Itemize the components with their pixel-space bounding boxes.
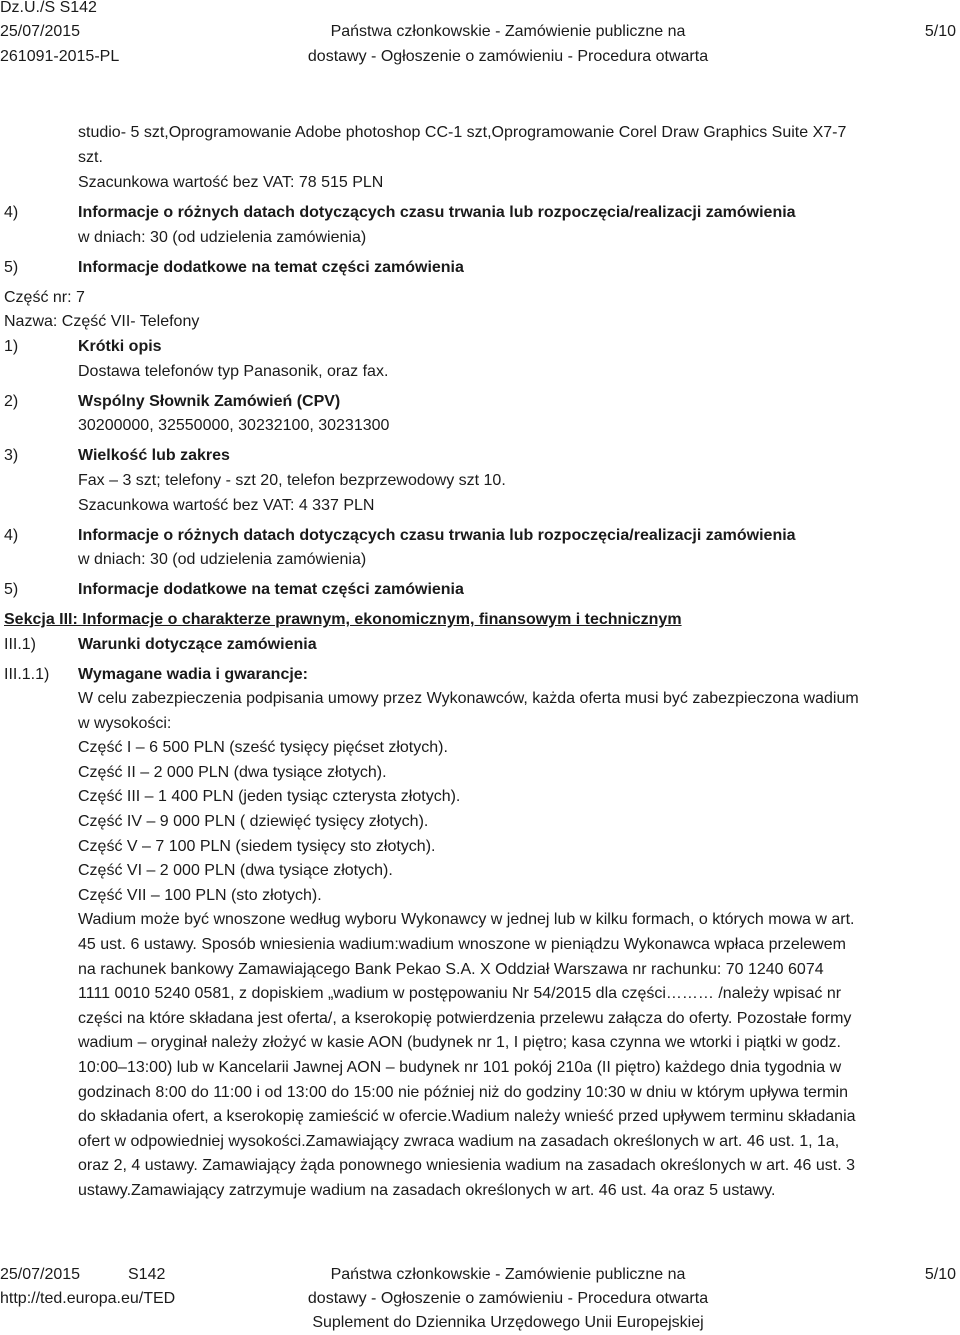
deposit-body-line: Wadium może być wnoszone według wyboru Wykonawcy w jednej lub w kilku formach, o których mowa w art. bbox=[78, 911, 855, 929]
deposit-body-line: na rachunek bankowy Zamawiającego Bank Pekao S.A. X Oddział Warszawa nr rachunku: 70 1240 6074 bbox=[78, 960, 824, 978]
deposit-body-line: oraz 2, 4 ustawy. Zamawiający żąda ponownego wniesienia wadium na zasadach określonych w art. 46 ust. 3 bbox=[78, 1157, 856, 1175]
footer-series: S142 bbox=[128, 1266, 166, 1283]
deposit-body-line: ustawy.Zamawiający zatrzymuje wadium na zasadach określonych w art. 46 ust. 4a oraz 5 ustawy. bbox=[78, 1181, 776, 1199]
continued-description-line1: studio- 5 szt,Oprogramowanie Adobe photoshop CC-1 szt,Oprogramowanie Corel Draw Graphics Suite X7-7 bbox=[78, 124, 847, 141]
deposit-body-line: części na które składana jest oferta/, a kserokopię potwierdzenia przelewu załącza do oferty. Pozostałe formy bbox=[78, 1009, 852, 1027]
section-number: III.1) bbox=[4, 636, 37, 653]
section-heading: Informacje o różnych datach dotyczących czasu trwania lub rozpoczęcia/realizacji zamówienia bbox=[78, 204, 796, 221]
section-number: 3) bbox=[4, 447, 19, 464]
estimated-value-prev: Szacunkowa wartość bez VAT: 78 515 PLN bbox=[78, 174, 384, 191]
deposit-intro-line2: w wysokości: bbox=[78, 714, 172, 732]
section-number: 5) bbox=[4, 581, 19, 598]
header-page-number: 5/10 bbox=[924, 23, 956, 40]
header-title-line1: Państwa członkowskie - Zamówienie publiczne na bbox=[330, 23, 686, 40]
deposit-part-amount: Część V – 7 100 PLN (siedem tysięcy sto złotych). bbox=[78, 837, 436, 855]
deposit-intro-line1: W celu zabezpieczenia podpisania umowy przez Wykonawców, każda oferta musi być zabezpieczona wadium bbox=[78, 690, 859, 707]
duration-text: w dniach: 30 (od udzielenia zamówienia) bbox=[78, 551, 367, 568]
header-date: 25/07/2015 bbox=[0, 23, 81, 40]
footer-url[interactable]: http://ted.europa.eu/TED bbox=[0, 1290, 176, 1307]
section-heading: Wielkość lub zakres bbox=[78, 447, 230, 464]
part-number: Część nr: 7 bbox=[4, 289, 85, 306]
header-notice-ref: 261091-2015-PL bbox=[0, 48, 120, 65]
section-number: III.1.1) bbox=[4, 666, 50, 683]
deposit-body-line: ofert w odpowiedniej wysokości.Zamawiający zwraca wadium na zasadach określonych w art. 46 ust. 1, 1a, bbox=[78, 1132, 840, 1150]
footer-title-line1: Państwa członkowskie - Zamówienie publiczne na bbox=[330, 1266, 686, 1283]
section-number: 4) bbox=[4, 527, 19, 544]
section-number: 1) bbox=[4, 338, 19, 355]
deposit-part-amount: Część IV – 9 000 PLN ( dziewięć tysięcy złotych). bbox=[78, 812, 429, 830]
estimated-value: Szacunkowa wartość bez VAT: 4 337 PLN bbox=[78, 497, 375, 514]
deposit-body-line: 1111 0010 5240 0581, z dopiskiem „wadium w postępowaniu Nr 54/2015 dla części……… /należy wpisać nr bbox=[78, 985, 842, 1003]
section-heading: Krótki opis bbox=[78, 338, 162, 355]
short-description: Dostawa telefonów typ Panasonik, oraz fax. bbox=[78, 363, 389, 380]
deposit-body-line: 45 ust. 6 ustawy. Sposób wniesienia wadium:wadium wnoszone w pieniądzu Wykonawca wpłaca przelewem bbox=[78, 935, 846, 953]
deposit-body-line: godzinach 8:00 do 11:00 i od 13:00 do 15:00 nie później niż do godziny 10:30 w dniu w którym upływa termin bbox=[78, 1083, 848, 1101]
deposit-body-line: do składania ofert, a kserokopię zamieścić w ofercie.Wadium należy wnieść przed upływem terminu składania bbox=[78, 1108, 856, 1126]
deposit-body-line: wadium – oryginał należy złożyć w kasie AON (budynek nr 1, I piętro; kasa czynna we wtorki i piątki w godz. bbox=[78, 1034, 841, 1052]
part-name: Nazwa: Część VII- Telefony bbox=[4, 313, 200, 330]
footer-title-line2: dostawy - Ogłoszenie o zamówieniu - Procedura otwarta bbox=[307, 1290, 709, 1307]
cpv-codes: 30200000, 32550000, 30232100, 30231300 bbox=[78, 417, 390, 434]
footer-supplement: Suplement do Dziennika Urzędowego Unii Europejskiej bbox=[312, 1314, 704, 1331]
deposit-body-line: 10:00–13:00) lub w Kancelarii Jawnej AON – budynek nr 101 pokój 210a (II piętro) każdego dnia tygodnia w bbox=[78, 1058, 842, 1076]
section-heading: Wymagane wadia i gwarancje: bbox=[78, 666, 309, 683]
section-heading: Informacje dodatkowe na temat części zamówienia bbox=[78, 581, 464, 598]
quantity-text: Fax – 3 szt; telefony - szt 20, telefon bezprzewodowy szt 10. bbox=[78, 472, 506, 489]
section-number: 5) bbox=[4, 259, 19, 276]
deposit-part-amount: Część III – 1 400 PLN (jeden tysiąc czterysta złotych). bbox=[78, 788, 461, 806]
header-oj-ref: Dz.U./S S142 bbox=[0, 0, 97, 16]
section-number: 2) bbox=[4, 393, 19, 410]
footer-page-number: 5/10 bbox=[924, 1266, 956, 1283]
deposit-part-amount: Część VII – 100 PLN (sto złotych). bbox=[78, 886, 322, 904]
deposit-part-amount: Część I – 6 500 PLN (sześć tysięcy pięćset złotych). bbox=[78, 739, 448, 757]
header-title-line2: dostawy - Ogłoszenie o zamówieniu - Procedura otwarta bbox=[307, 48, 709, 65]
deposit-part-amount: Część II – 2 000 PLN (dwa tysiące złotych). bbox=[78, 763, 387, 781]
deposit-text bbox=[78, 687, 948, 1203]
duration-text: w dniach: 30 (od udzielenia zamówienia) bbox=[78, 229, 367, 246]
continued-description-line2: szt. bbox=[78, 149, 103, 166]
section-iii-title: Sekcja III: Informacje o charakterze prawnym, ekonomicznym, finansowym i technicznym bbox=[4, 611, 682, 628]
section-heading: Informacje dodatkowe na temat części zamówienia bbox=[78, 259, 464, 276]
section-number: 4) bbox=[4, 204, 19, 221]
section-heading: Wspólny Słownik Zamówień (CPV) bbox=[78, 393, 341, 410]
section-heading: Informacje o różnych datach dotyczących czasu trwania lub rozpoczęcia/realizacji zamówienia bbox=[78, 527, 796, 544]
section-heading: Warunki dotyczące zamówienia bbox=[78, 636, 317, 653]
deposit-part-amount: Część VI – 2 000 PLN (dwa tysiące złotych). bbox=[78, 862, 393, 880]
footer-date: 25/07/2015 bbox=[0, 1266, 81, 1283]
